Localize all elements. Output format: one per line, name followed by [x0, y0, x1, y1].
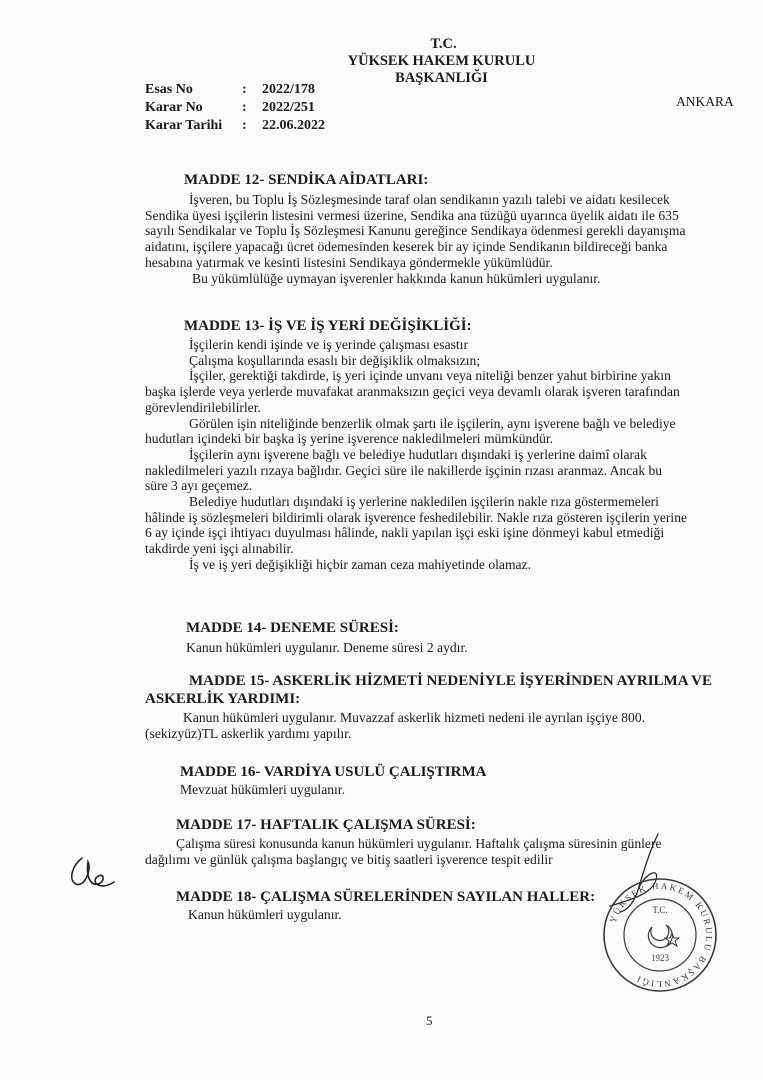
tarih-sep: : — [242, 118, 247, 133]
article-line: 6 ay içinde işçi ihtiyacı duyulması hâlinde, nakli yapılan işçi eski işine dönmeyi kabul etmediği — [145, 525, 665, 541]
seal-year: 1923 — [651, 953, 669, 963]
article-line: hesabına yatırmak ve kesinti listesini Sendikaya göndermekle yükümlüdür. — [145, 254, 553, 270]
tarih-label: Karar Tarihi — [145, 118, 223, 133]
article-13-title: MADDE 13- İŞ VE İŞ YERİ DEĞİŞİKLİĞİ: — [184, 318, 472, 334]
esas-sep: : — [242, 82, 247, 97]
article-line: sayılı Sendikalar ve Toplu İş Sözleşmesi Kanunu gereğince Sendikaya ödenmesi gerekli dayanışma — [145, 223, 686, 239]
esas-value: 2022/178 — [262, 82, 315, 97]
article-14-body — [186, 640, 763, 656]
article-line: Kanun hükümleri uygulanır. Deneme süresi 2 aydır. — [186, 640, 468, 655]
karar-label: Karar No — [145, 100, 203, 115]
official-seal — [600, 875, 720, 995]
handwritten-initials — [62, 848, 122, 898]
header-presidency: BAŞKANLIĞI — [395, 70, 488, 86]
article-line: hâlinde iş sözleşmeleri bildirimli olarak işverence feshedilebilir. Nakle rıza gösteren işçilerin yerine — [145, 509, 688, 525]
article-line: nakledilmeleri yazılı rızaya bağlıdır. Geçici süre ile nakillerde işçinin rızası aranmaz. Ancak bu — [145, 462, 663, 478]
article-line: takdirde yeni işçi alınabilir. — [145, 541, 294, 557]
seal-ring-text: YÜKSEK HAKEM KURULU BAŞKANLIĞI — [607, 880, 715, 990]
header-tc: T.C. — [430, 36, 457, 52]
article-12-title: MADDE 12- SENDİKA AİDATLARI: — [184, 172, 429, 188]
article-line: Çalışma süresi konusunda kanun hükümleri uygulanır. Haftalık çalışma süresinin günlere — [176, 836, 662, 851]
article-line: (sekizyüz)TL askerlik yardımı yapılır. — [145, 725, 352, 741]
article-line: Kanun hükümleri uygulanır. Muvazzaf askerlik hizmeti nedeni ile ayrılan işçiye 800. — [183, 710, 646, 725]
header-institution: YÜKSEK HAKEM KURULU — [347, 53, 536, 69]
article-15-title: MADDE 15- ASKERLİK HİZMETİ NEDENİYLE İŞYERİNDEN AYRILMA VE — [189, 673, 713, 689]
article-line: görevlendirilebilirler. — [145, 399, 261, 415]
page-number: 5 — [426, 1013, 433, 1028]
tarih-value: 22.06.2022 — [262, 118, 325, 133]
article-line: başka işlerde veya yerlerde muvafakat aranmaksızın geçici veya devamlı olarak işveren tarafından — [145, 384, 680, 400]
article-line: İşçilerin kendi işinde ve iş yerinde çalışması esastır — [189, 337, 468, 352]
article-13-body — [145, 337, 763, 573]
esas-label: Esas No — [145, 82, 193, 97]
article-line: İşveren, bu Toplu İş Sözleşmesinde taraf olan sendikanın yazılı talebi ve aidatı kesilecek — [189, 192, 670, 207]
karar-sep: : — [242, 100, 247, 115]
article-16-body — [180, 782, 763, 798]
article-line: İş ve iş yeri değişikliği hiçbir zaman ceza mahiyetinde olamaz. — [189, 556, 531, 572]
article-15-title-cont: ASKERLİK YARDIMI: — [145, 691, 301, 707]
article-line: aidatını, işçilere yapacağı ücret ödemesinden keserek bir ay içinde Sendikanın bildireceği banka — [145, 239, 668, 255]
article-line: Kanun hükümleri uygulanır. — [188, 907, 342, 922]
header-city: ANKARA — [676, 94, 734, 109]
article-line: Çalışma koşullarında esaslı bir değişiklik olmaksızın; — [189, 352, 481, 368]
article-18-title: MADDE 18- ÇALIŞMA SÜRELERİNDEN SAYILAN HALLER: — [176, 889, 596, 905]
article-17-title: MADDE 17- HAFTALIK ÇALIŞMA SÜRESİ: — [176, 817, 476, 833]
article-12-body — [145, 192, 763, 286]
seal-top: T.C. — [652, 905, 668, 915]
article-15-body — [145, 710, 763, 741]
article-line: İşçiler, gerektiği takdirde, iş yeri içinde unvanı veya niteliği benzer yahut birbirine yakın — [189, 368, 671, 384]
article-line: Belediye hudutları dışındaki iş yerlerine nakledilen işçilerin nakle rıza göstermemeleri — [189, 494, 659, 510]
article-line: Sendika üyesi işçilerin listesini vermesi üzerine, Sendika ana tüzüğü uyarınca üyelik aidatı ile 635 — [145, 207, 679, 223]
article-line: dağılımı ve günlük çalışma başlangıç ve bitiş saatleri işverence tespit edilir — [145, 851, 553, 867]
article-line: Görülen işin niteliğinde benzerlik olmak şartı ile işçilerin, aynı işverene bağlı ve belediye — [189, 415, 676, 431]
article-line: süre 3 ayı geçemez. — [145, 478, 253, 494]
article-14-title: MADDE 14- DENEME SÜRESİ: — [186, 620, 399, 636]
karar-value: 2022/251 — [262, 100, 315, 115]
article-line: İşçilerin aynı işverene bağlı ve belediye hudutları dışındaki iş yerlerine daimî olarak — [189, 446, 647, 462]
article-line: Bu yükümlülüğe uymayan işverenler hakkında kanun hükümleri uygulanır. — [192, 270, 601, 286]
article-line: hudutları içindeki bir başka iş yerine işverence nakledilmeleri mümkündür. — [145, 431, 554, 447]
article-16-title: MADDE 16- VARDİYA USULÜ ÇALIŞTIRMA — [180, 764, 487, 780]
article-line: Mevzuat hükümleri uygulanır. — [180, 782, 345, 797]
crescent-icon — [648, 925, 672, 948]
